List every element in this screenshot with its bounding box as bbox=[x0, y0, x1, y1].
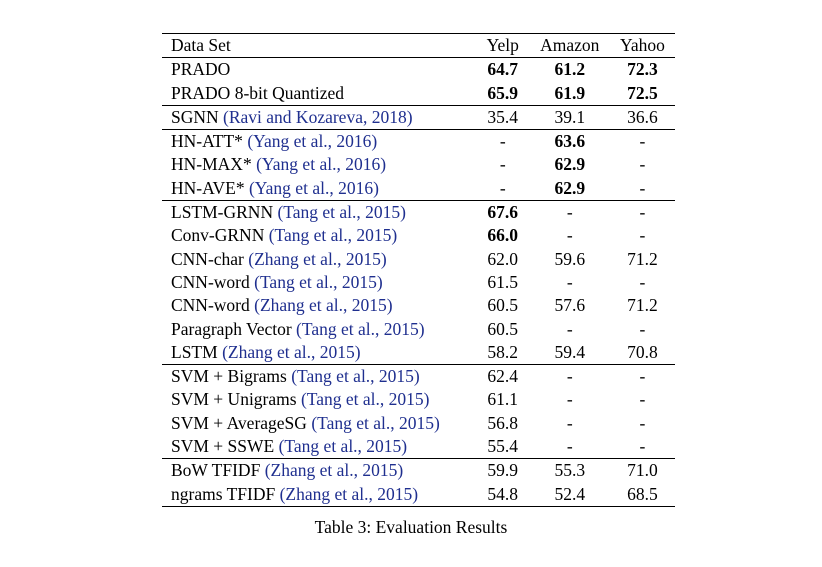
model-name: Conv-GRNN bbox=[171, 225, 265, 246]
amazon-score: 59.6 bbox=[554, 248, 586, 269]
citation-link[interactable]: (Zhang et al., 2015) bbox=[264, 460, 404, 481]
model-name: ngrams TFIDF bbox=[171, 483, 276, 504]
yahoo-score: 71.2 bbox=[627, 295, 658, 316]
table-body bbox=[162, 58, 675, 507]
header-amazon: Amazon bbox=[540, 35, 600, 55]
table-row bbox=[162, 224, 675, 247]
amazon-score: - bbox=[566, 225, 573, 246]
yelp-score: 65.9 bbox=[487, 82, 519, 103]
citation-link[interactable]: (Tang et al., 2015) bbox=[296, 318, 425, 339]
model-name-cell bbox=[162, 248, 476, 271]
amazon-score: - bbox=[566, 318, 573, 339]
citation-link[interactable]: (Tang et al., 2015) bbox=[254, 271, 383, 292]
model-name: CNN-word bbox=[171, 271, 250, 292]
yelp-score: 61.1 bbox=[487, 389, 519, 410]
model-name: SVM + AverageSG bbox=[171, 412, 307, 433]
model-name: SGNN bbox=[171, 106, 219, 127]
yelp-score: - bbox=[499, 177, 506, 198]
model-name-cell bbox=[162, 435, 476, 459]
amazon-score: 59.4 bbox=[554, 341, 586, 362]
model-name: CNN-char bbox=[171, 248, 244, 269]
model-name: Paragraph Vector bbox=[171, 318, 292, 339]
yelp-score: 35.4 bbox=[487, 106, 519, 127]
yelp-score: 58.2 bbox=[487, 341, 519, 362]
model-name-cell bbox=[162, 82, 476, 106]
citation-link[interactable]: (Tang et al., 2015) bbox=[300, 389, 430, 410]
table-row bbox=[162, 153, 675, 176]
citation-link[interactable]: (Yang et al., 2016) bbox=[247, 131, 378, 152]
yahoo-score: 72.3 bbox=[627, 59, 658, 80]
table-row bbox=[162, 248, 675, 271]
citation-link[interactable]: (Tang et al., 2015) bbox=[277, 202, 406, 223]
amazon-score: 52.4 bbox=[554, 483, 586, 504]
model-name: BoW TFIDF bbox=[171, 460, 261, 481]
model-name-cell bbox=[162, 130, 476, 154]
model-name: SVM + SSWE bbox=[171, 436, 275, 457]
yahoo-score: 36.6 bbox=[627, 106, 658, 127]
amazon-score: - bbox=[566, 366, 573, 387]
model-name-cell bbox=[162, 318, 476, 341]
yelp-score: - bbox=[499, 131, 506, 152]
model-name-cell bbox=[162, 153, 476, 176]
model-name: SVM + Bigrams bbox=[171, 366, 287, 387]
yahoo-score: - bbox=[639, 389, 646, 410]
yahoo-score: - bbox=[639, 436, 646, 457]
header-row bbox=[162, 34, 675, 58]
citation-link[interactable]: (Tang et al., 2015) bbox=[278, 436, 408, 457]
model-name: SVM + Unigrams bbox=[171, 389, 297, 410]
yahoo-score: - bbox=[639, 154, 646, 175]
model-name-cell bbox=[162, 459, 476, 483]
amazon-score: 55.3 bbox=[554, 460, 586, 481]
table-row bbox=[162, 58, 675, 82]
table-row bbox=[162, 201, 675, 225]
table-row bbox=[162, 105, 675, 129]
amazon-score: 62.9 bbox=[554, 154, 586, 175]
amazon-score: 61.9 bbox=[554, 82, 586, 103]
yelp-score: 60.5 bbox=[487, 318, 519, 339]
model-name: LSTM-GRNN bbox=[171, 202, 274, 223]
model-name: LSTM bbox=[171, 341, 218, 362]
model-name-cell bbox=[162, 388, 476, 411]
table-row bbox=[162, 271, 675, 294]
table-row bbox=[162, 459, 675, 483]
model-name-cell bbox=[162, 294, 476, 317]
yelp-score: - bbox=[499, 154, 506, 175]
yahoo-score: - bbox=[639, 318, 646, 339]
model-name: HN-ATT* bbox=[171, 131, 243, 152]
yelp-score: 54.8 bbox=[487, 483, 519, 504]
model-name-cell bbox=[162, 105, 476, 129]
citation-link[interactable]: (Zhang et al., 2015) bbox=[222, 341, 361, 362]
model-name-cell bbox=[162, 58, 476, 82]
yahoo-score: - bbox=[639, 225, 646, 246]
amazon-score: 57.6 bbox=[554, 295, 586, 316]
yelp-score: 56.8 bbox=[487, 412, 519, 433]
yelp-score: 66.0 bbox=[487, 225, 519, 246]
model-name-cell bbox=[162, 271, 476, 294]
yahoo-score: - bbox=[639, 271, 646, 292]
table-row bbox=[162, 177, 675, 201]
table-row bbox=[162, 130, 675, 154]
table-row bbox=[162, 412, 675, 435]
table-row bbox=[162, 435, 675, 459]
amazon-score: 63.6 bbox=[554, 131, 586, 152]
yelp-score: 61.5 bbox=[487, 271, 519, 292]
model-name-cell bbox=[162, 483, 476, 507]
table-row bbox=[162, 341, 675, 365]
table-row bbox=[162, 483, 675, 507]
yahoo-score: - bbox=[639, 202, 646, 223]
yahoo-score: - bbox=[639, 131, 646, 152]
yahoo-score: - bbox=[639, 177, 646, 198]
header-yahoo: Yahoo bbox=[619, 35, 665, 55]
model-name-cell bbox=[162, 224, 476, 247]
model-name: PRADO bbox=[171, 59, 231, 80]
yahoo-score: - bbox=[639, 366, 646, 387]
model-name-cell bbox=[162, 177, 476, 201]
table-caption: Table 3: Evaluation Results bbox=[314, 517, 508, 537]
table-row bbox=[162, 365, 675, 389]
yahoo-score: - bbox=[639, 412, 646, 433]
table-row bbox=[162, 294, 675, 317]
amazon-score: 61.2 bbox=[554, 59, 586, 80]
citation-link[interactable]: (Tang et al., 2015) bbox=[268, 225, 398, 246]
amazon-score: - bbox=[566, 202, 573, 223]
model-name: PRADO 8-bit Quantized bbox=[171, 82, 345, 103]
table-row bbox=[162, 318, 675, 341]
table-row bbox=[162, 388, 675, 411]
model-name-cell bbox=[162, 201, 476, 225]
header-dataset: Data Set bbox=[171, 35, 231, 55]
citation-link[interactable]: (Zhang et al., 2015) bbox=[254, 295, 393, 316]
results-table bbox=[162, 33, 675, 507]
yelp-score: 67.6 bbox=[487, 202, 519, 223]
yelp-score: 64.7 bbox=[487, 59, 519, 80]
yelp-score: 55.4 bbox=[487, 436, 519, 457]
yelp-score: 62.0 bbox=[487, 248, 519, 269]
citation-link[interactable]: (Zhang et al., 2015) bbox=[279, 483, 419, 504]
amazon-score: - bbox=[566, 389, 573, 410]
citation-link[interactable]: (Zhang et al., 2015) bbox=[248, 248, 387, 269]
amazon-score: - bbox=[566, 436, 573, 457]
amazon-score: - bbox=[566, 412, 573, 433]
model-name: HN-MAX* bbox=[171, 154, 252, 175]
yelp-score: 60.5 bbox=[487, 295, 519, 316]
table-row bbox=[162, 82, 675, 106]
amazon-score: 39.1 bbox=[554, 106, 586, 127]
yahoo-score: 72.5 bbox=[627, 82, 658, 103]
model-name: CNN-word bbox=[171, 295, 250, 316]
citation-link[interactable]: (Yang et al., 2016) bbox=[256, 154, 387, 175]
amazon-score: 62.9 bbox=[554, 177, 586, 198]
citation-link[interactable]: (Tang et al., 2015) bbox=[291, 366, 420, 387]
citation-link[interactable]: (Tang et al., 2015) bbox=[311, 412, 440, 433]
citation-link[interactable]: (Ravi and Kozareva, 2018) bbox=[223, 106, 413, 127]
yelp-score: 62.4 bbox=[487, 366, 519, 387]
model-name-cell bbox=[162, 341, 476, 365]
yahoo-score: 71.2 bbox=[627, 248, 658, 269]
yahoo-score: 68.5 bbox=[627, 483, 658, 504]
yelp-score: 59.9 bbox=[487, 460, 519, 481]
header-yelp: Yelp bbox=[486, 35, 519, 55]
model-name-cell bbox=[162, 365, 476, 389]
model-name-cell bbox=[162, 412, 476, 435]
citation-link[interactable]: (Yang et al., 2016) bbox=[248, 177, 379, 198]
model-name: HN-AVE* bbox=[171, 177, 245, 198]
amazon-score: - bbox=[566, 271, 573, 292]
yahoo-score: 71.0 bbox=[627, 460, 658, 481]
yahoo-score: 70.8 bbox=[627, 341, 658, 362]
